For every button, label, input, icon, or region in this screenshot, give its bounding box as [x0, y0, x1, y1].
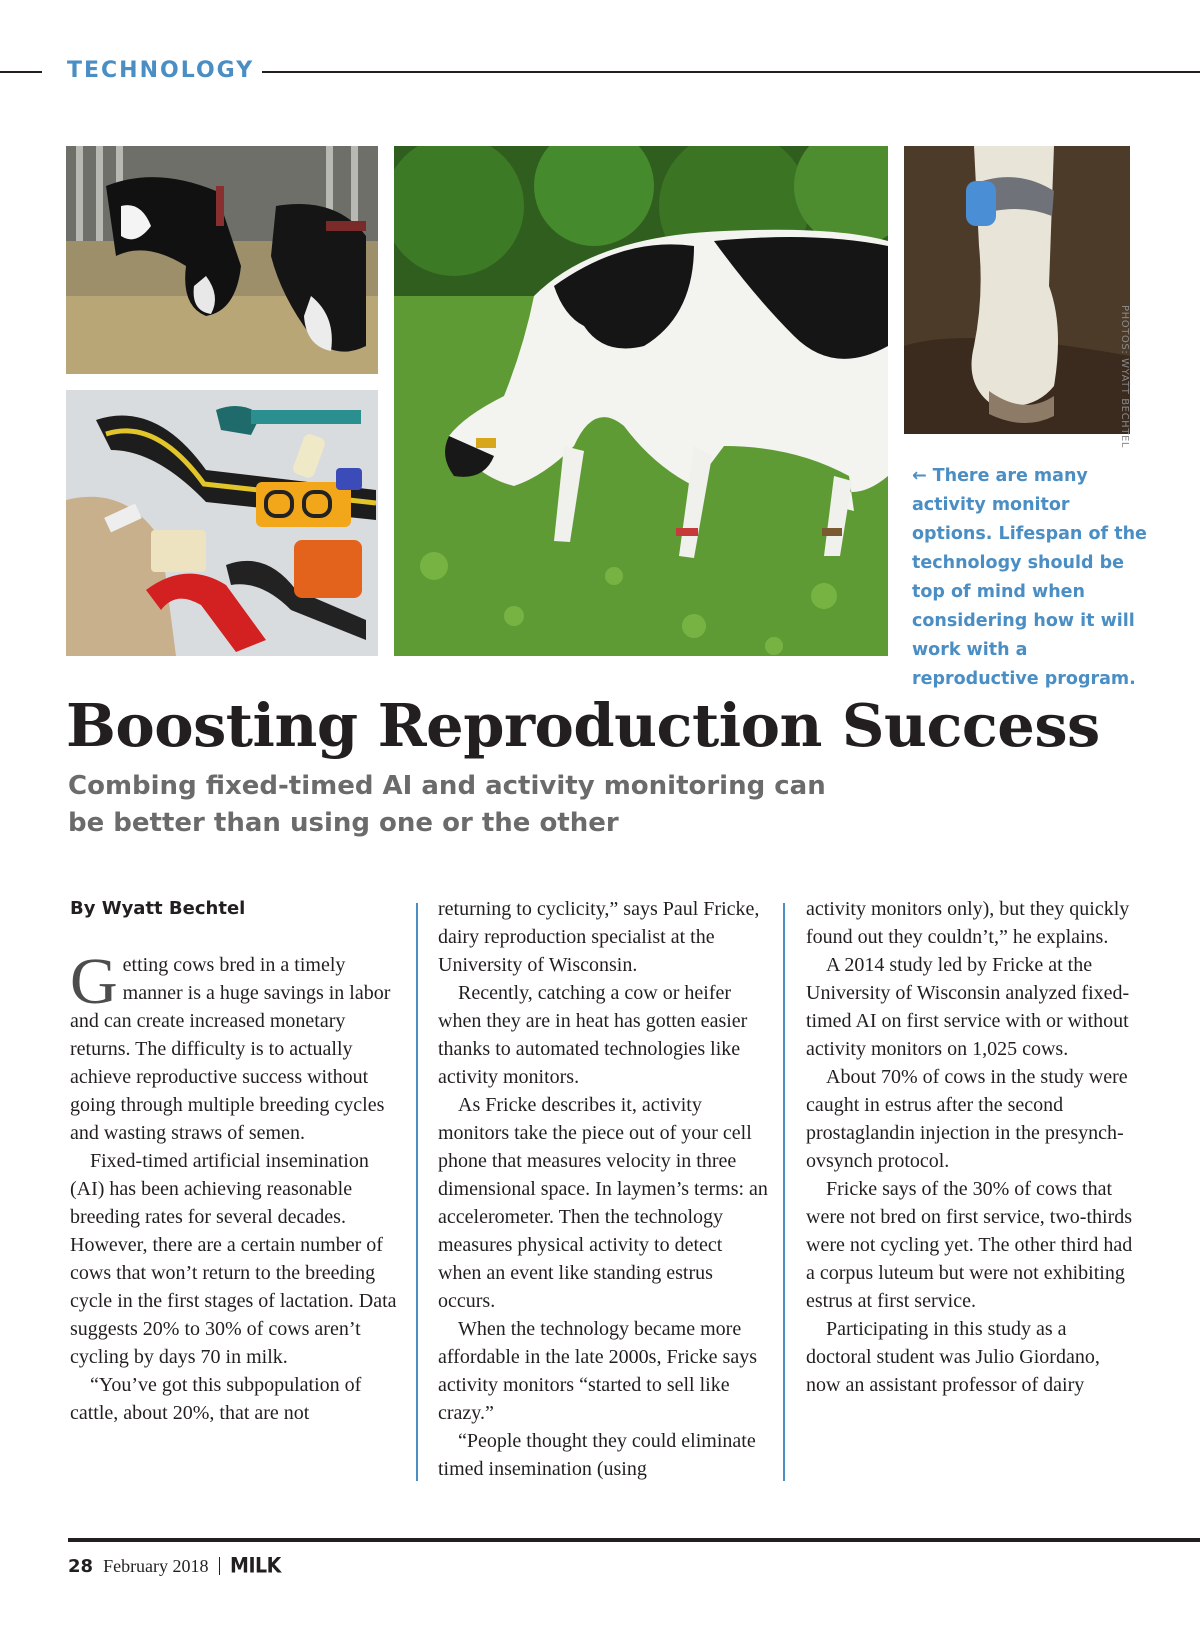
deck-line-2: be better than using one or the other — [68, 808, 619, 838]
article-column-2 — [438, 895, 768, 1483]
photo-activity-monitors — [66, 390, 378, 656]
paragraph: “People thought they could eliminate timed insemination (using — [438, 1430, 756, 1480]
paragraph: Participating in this study as a doctoral student was Julio Giordano, now an assistant professor of dairy — [806, 1318, 1100, 1396]
drop-cap: G — [70, 945, 118, 1018]
paragraph: As Fricke describes it, activity monitors take the piece out of your cell phone that measures velocity in three dimensional space. In laymen’s terms: an accelerometer. Then the technology measures physical activity to detect when an event like standing estrus occurs. — [438, 1094, 768, 1312]
paragraph: activity monitors only), but they quickly found out they couldn’t,” he explains. — [806, 898, 1130, 948]
page-number: 28 — [68, 1555, 94, 1577]
footer-separator — [219, 1557, 221, 1575]
paragraph: Getting cows bred in a timely manner is a huge savings in labor and can create increased monetary returns. The difficulty is to actually achieve reproductive success without going through multiple breeding cycles and wasting straws of semen. — [70, 945, 391, 1144]
article-deck — [68, 768, 828, 842]
column-rule — [783, 903, 785, 1481]
article-column-3 — [806, 895, 1136, 1399]
paragraph: Fricke says of the 30% of cows that were not bred on first service, two-thirds were not cycling yet. The other third had a corpus luteum but were not exhibiting estrus at first service. — [806, 1178, 1133, 1312]
paragraph: “You’ve got this subpopulation of cattle, about 20%, that are not — [70, 1374, 362, 1424]
photo-caption — [912, 462, 1152, 694]
arrow-left-icon: ← — [912, 466, 927, 486]
article-title: Boosting Reproduction Success — [66, 691, 1100, 760]
magazine-logo: MILK — [230, 1553, 281, 1579]
paragraph: A 2014 study led by Fricke at the University of Wisconsin analyzed fixed-timed AI on first service with or without activity monitors on 1,025 cows. — [806, 954, 1130, 1060]
deck-line-1: Combing fixed-timed AI and activity monitoring can — [68, 771, 826, 801]
photo-caption-text: There are many activity monitor options. Lifespan of the technology should be top of mind when considering how it will work with a reproductive program. — [912, 466, 1147, 689]
header-rule-right — [262, 71, 1200, 73]
column-rule — [416, 903, 418, 1481]
paragraph: returning to cyclicity,” says Paul Fricke, dairy reproduction specialist at the University of Wisconsin. — [438, 898, 760, 976]
paragraph: About 70% of cows in the study were caught in estrus after the second prostaglandin injection in the presynch-ovsynch protocol. — [806, 1066, 1128, 1172]
photo-leg-monitor — [904, 146, 1130, 434]
section-label: TECHNOLOGY — [67, 58, 255, 83]
byline: By Wyatt Bechtel — [70, 898, 246, 919]
paragraph: Recently, catching a cow or heifer when they are in heat has gotten easier thanks to automated technologies like activity monitors. — [438, 982, 748, 1088]
header-rule-left — [0, 71, 42, 73]
paragraph: When the technology became more affordable in the late 2000s, Fricke says activity monitors “started to sell like crazy.” — [438, 1318, 757, 1424]
photo-cow-grazing — [394, 146, 888, 656]
paragraph: Fixed-timed artificial insemination (AI) has been achieving reasonable breeding rates for several decades. However, there are a certain number of cows that won’t return to the breeding cycle in the first stages of lactation. Data suggests 20% to 30% of cows aren’t cycling by days 70 in milk. — [70, 1150, 397, 1368]
article-column-1 — [70, 895, 400, 1427]
page-footer — [68, 1553, 281, 1579]
footer-rule — [68, 1538, 1200, 1542]
photo-credit: PHOTOS: WYATT BECHTEL — [1119, 305, 1130, 449]
photo-cows-feeding — [66, 146, 378, 374]
issue-date: February 2018 — [103, 1555, 209, 1576]
